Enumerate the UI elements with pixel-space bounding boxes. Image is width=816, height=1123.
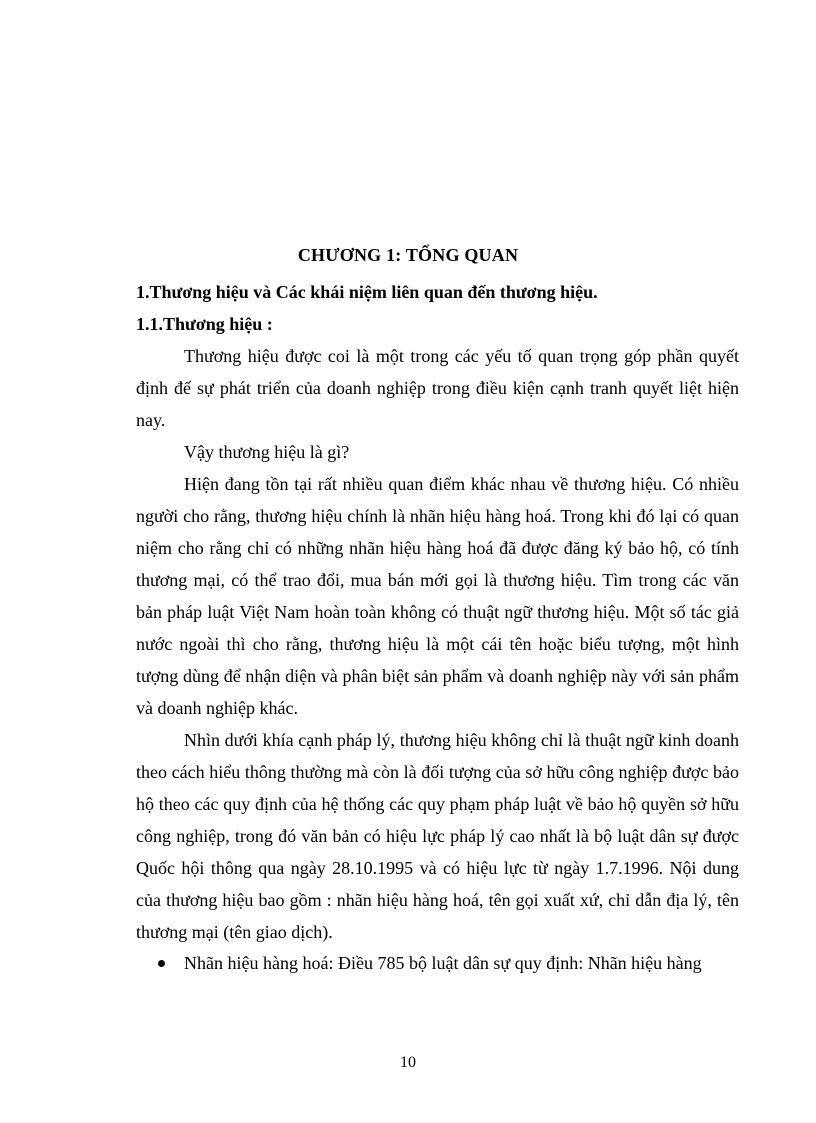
paragraph-question: Vậy thương hiệu là gì?: [184, 442, 350, 462]
paragraph-block: [136, 436, 739, 468]
paragraph-block: [136, 468, 739, 724]
chapter-title: CHƯƠNG 1: TỔNG QUAN: [297, 245, 519, 265]
paragraph-viewpoints: Hiện đang tồn tại rất nhiều quan điểm khác nhau về thương hiệu. Có nhiều người cho rằng, thương hiệu chính là nhãn hiệu hàng hoá. Trong khi đó lại có quan niệm cho rằng chỉ có những nhãn hiệu hàng hoá đã được đăng ký bảo hộ, có tính thương mại, có thể trao đổi, mua bán mới gọi là thương hiệu. Tìm trong các văn bản pháp luật Việt Nam hoàn toàn không có thuật ngữ thương hiệu. Một số tác giả nước ngoài thì cho rằng, thương hiệu là một cái tên hoặc biểu tượng, một hình tượng dùng để nhận diện và phân biệt sản phẩm và doanh nghiệp này với sản phẩm và doanh nghiệp khác.: [136, 474, 739, 718]
section-heading-1: 1.Thương hiệu và Các khái niệm liên quan đến thương hiệu.: [136, 282, 598, 302]
bullet-icon: [158, 960, 165, 967]
paragraph-block: [136, 724, 739, 948]
list-item: [136, 947, 739, 979]
section-heading-1-1: 1.1.Thương hiệu :: [136, 314, 273, 334]
paragraph-legal: Nhìn dưới khía cạnh pháp lý, thương hiệu không chỉ là thuật ngữ kinh doanh theo cách hiểu thông thường mà còn là đối tượng của sở hữu công nghiệp được bảo hộ theo các quy định của hệ thống các quy phạm pháp luật về bảo hộ quyền sở hữu công nghiệp, trong đó văn bản có hiệu lực pháp lý cao nhất là bộ luật dân sự được Quốc hội thông qua ngày 28.10.1995 và có hiệu lực từ ngày 1.7.1996. Nội dung của thương hiệu bao gồm : nhãn hiệu hàng hoá, tên gọi xuất xứ, chỉ dẫn địa lý, tên thương mại (tên giao dịch).: [136, 730, 739, 942]
page-number: 10: [400, 1054, 416, 1071]
bullet-text: Nhãn hiệu hàng hoá: Điều 785 bộ luật dân sự quy định: Nhãn hiệu hàng: [184, 953, 702, 973]
paragraph-block: [136, 340, 739, 436]
bullet-list: [136, 947, 739, 979]
paragraph-intro: Thương hiệu được coi là một trong các yếu tố quan trọng góp phần quyết định đế sự phát triển của doanh nghiệp trong điều kiện cạnh tranh quyết liệt hiện nay.: [136, 346, 739, 430]
